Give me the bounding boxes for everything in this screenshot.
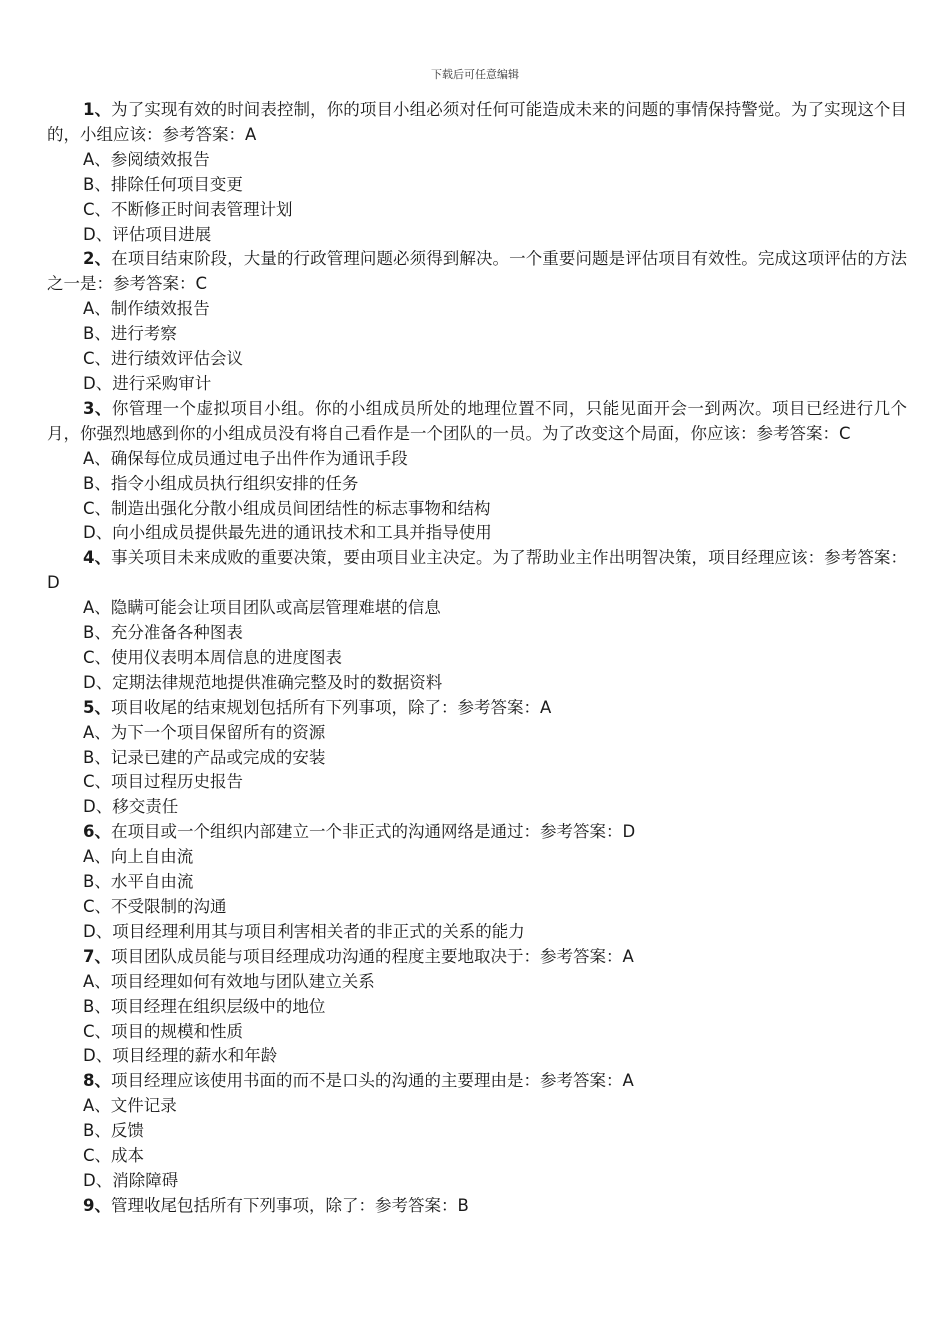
question-stem [47,820,907,845]
question-stem [47,1069,907,1094]
question-text: 你管理一个虚拟项目小组。你的小组成员所处的地理位置不同，只能见面开会一到两次。项目已经进行几个月，你强烈地感到你的小组成员没有将自己看作是一个团队的一员。为了改变这个局面，你应该：参考答案：C [47,398,908,443]
answer-option: C、制造出强化分散小组成员间团结性的标志事物和结构 [83,498,491,518]
question-number: 9、 [83,1195,111,1215]
answer-option: B、项目经理在组织层级中的地位 [83,996,326,1016]
answer-option: A、项目经理如何有效地与团队建立关系 [83,971,375,991]
question-text: 项目团队成员能与项目经理成功沟通的程度主要地取决于：参考答案：A [110,946,634,966]
question-text: 为了实现有效的时间表控制，你的项目小组必须对任何可能造成未来的问题的事情保持警觉。为了实现这个目的，小组应该：参考答案：A [47,100,908,144]
question-number: 5、 [83,697,111,717]
question-text: 事关项目未来成败的重要决策，要由项目业主决定。为了帮助业主作出明智决策，项目经理应该：参考答案：D [47,548,908,593]
answer-option: B、充分准备各种图表 [83,623,243,643]
question-stem [47,546,907,596]
answer-option: C、项目过程历史报告 [83,772,244,792]
answer-option: A、为下一个项目保留所有的资源 [83,722,326,742]
answer-option: D、进行采购审计 [83,373,212,393]
question-number: 3、 [83,398,112,418]
question-text: 在项目结束阶段，大量的行政管理问题必须得到解决。一个重要问题是评估项目有效性。完成这项评估的方法之一是：参考答案：C [47,249,908,294]
answer-option: B、水平自由流 [83,872,194,892]
question-number: 4、 [83,548,112,568]
question-text: 在项目或一个组织内部建立一个非正式的沟通网络是通过：参考答案：D [110,822,636,842]
question-number: 7、 [83,946,111,966]
page-header: 下载后可任意编辑 [431,68,519,81]
question-number: 2、 [83,249,112,269]
question-text: 管理收尾包括所有下列事项，除了：参考答案：B [110,1195,469,1215]
question-stem [47,247,907,297]
answer-option: D、评估项目进展 [83,224,212,244]
answer-option: D、移交责任 [83,797,179,817]
answer-option: A、向上自由流 [83,847,194,867]
question-number: 8、 [83,1071,111,1091]
answer-option: A、确保每位成员通过电子出件作为通讯手段 [83,448,408,468]
answer-option: B、反馈 [83,1121,144,1141]
answer-option: B、排除任何项目变更 [83,174,243,194]
answer-option: A、制作绩效报告 [83,299,210,319]
question-stem [47,945,907,970]
answer-option: C、进行绩效评估会议 [83,349,244,369]
answer-option: D、向小组成员提供最先进的通讯技术和工具并指导使用 [83,523,492,543]
answer-option: C、不受限制的沟通 [83,897,227,916]
answer-option: C、成本 [83,1146,145,1166]
question-stem [47,98,907,148]
question-number: 1、 [83,100,112,119]
answer-option: A、隐瞒可能会让项目团队或高层管理难堪的信息 [83,598,441,618]
question-stem [47,1194,907,1219]
question-number: 6、 [83,822,111,842]
question-stem [47,397,907,447]
answer-option: C、使用仪表明本周信息的进度图表 [83,647,343,667]
question-text: 项目经理应该使用书面的而不是口头的沟通的主要理由是：参考答案：A [110,1071,634,1091]
question-text: 项目收尾的结束规划包括所有下列事项，除了：参考答案：A [110,697,552,717]
answer-option: C、不断修正时间表管理计划 [83,199,293,219]
answer-option: D、项目经理的薪水和年龄 [83,1046,278,1066]
answer-option: A、文件记录 [83,1096,177,1116]
answer-option: B、进行考察 [83,324,177,344]
answer-option: D、消除障碍 [83,1170,179,1190]
answer-option: B、记录已建的产品或完成的安装 [83,747,326,767]
answer-option: B、指令小组成员执行组织安排的任务 [83,473,359,493]
answer-option: D、定期法律规范地提供准确完整及时的数据资料 [83,672,443,692]
answer-option: D、项目经理利用其与项目利害相关者的非正式的关系的能力 [83,921,525,941]
question-list [47,98,907,1219]
question-stem [47,696,907,721]
answer-option: A、参阅绩效报告 [83,149,210,169]
answer-option: C、项目的规模和性质 [83,1021,244,1041]
